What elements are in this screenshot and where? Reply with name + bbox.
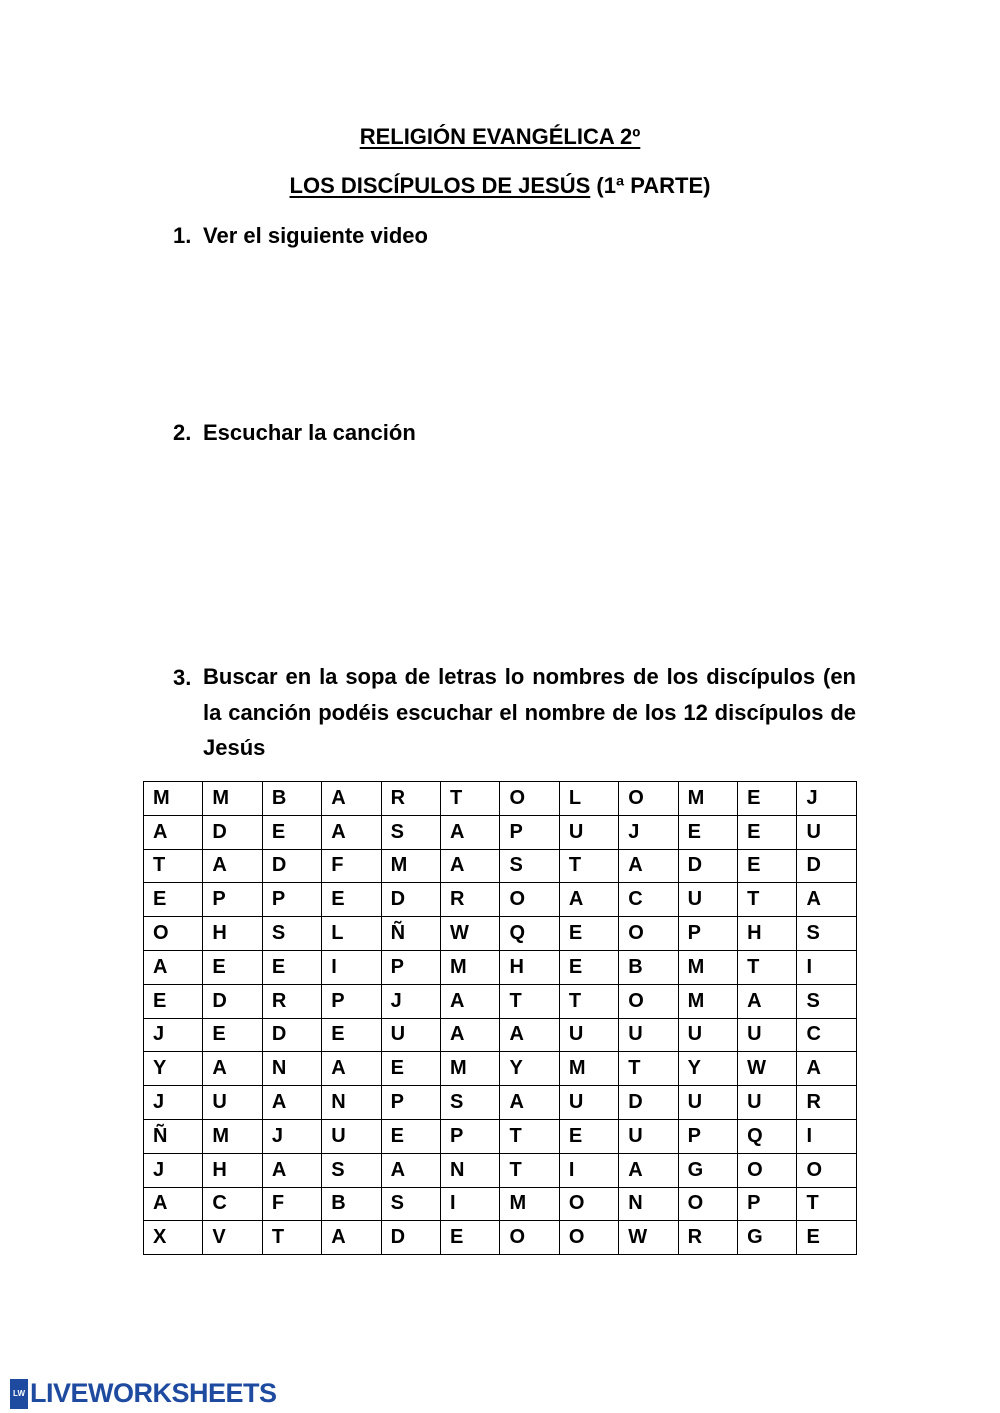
- grid-cell[interactable]: I: [559, 1153, 618, 1187]
- grid-cell[interactable]: A: [797, 1052, 857, 1086]
- grid-cell[interactable]: U: [738, 1086, 797, 1120]
- grid-cell[interactable]: F: [262, 1187, 321, 1221]
- grid-cell[interactable]: T: [262, 1221, 321, 1255]
- grid-cell[interactable]: N: [619, 1187, 678, 1221]
- grid-cell[interactable]: J: [144, 1086, 203, 1120]
- grid-cell[interactable]: Ñ: [381, 917, 440, 951]
- grid-cell[interactable]: T: [797, 1187, 857, 1221]
- grid-row: [144, 1153, 857, 1187]
- grid-cell[interactable]: I: [797, 950, 857, 984]
- grid-cell[interactable]: A: [441, 1018, 500, 1052]
- grid-cell[interactable]: J: [262, 1119, 321, 1153]
- grid-cell[interactable]: F: [322, 849, 381, 883]
- grid-cell[interactable]: P: [738, 1187, 797, 1221]
- grid-cell[interactable]: A: [322, 1221, 381, 1255]
- grid-cell[interactable]: A: [203, 849, 262, 883]
- grid-cell[interactable]: G: [738, 1221, 797, 1255]
- subtitle-rest: (1ª PARTE): [590, 173, 711, 198]
- grid-cell[interactable]: A: [500, 1086, 559, 1120]
- grid-cell[interactable]: A: [144, 950, 203, 984]
- grid-cell[interactable]: D: [262, 1018, 321, 1052]
- grid-cell[interactable]: A: [500, 1018, 559, 1052]
- grid-row: [144, 1221, 857, 1255]
- grid-cell[interactable]: I: [797, 1119, 857, 1153]
- grid-cell[interactable]: U: [678, 1018, 737, 1052]
- grid-cell[interactable]: U: [678, 1086, 737, 1120]
- grid-cell[interactable]: C: [797, 1018, 857, 1052]
- grid-cell[interactable]: D: [203, 815, 262, 849]
- grid-cell[interactable]: T: [619, 1052, 678, 1086]
- grid-cell[interactable]: E: [738, 849, 797, 883]
- grid-cell[interactable]: R: [381, 782, 440, 816]
- grid-cell[interactable]: H: [203, 917, 262, 951]
- grid-row: [144, 1187, 857, 1221]
- grid-cell[interactable]: S: [797, 984, 857, 1018]
- grid-cell[interactable]: B: [619, 950, 678, 984]
- grid-cell[interactable]: O: [678, 1187, 737, 1221]
- instruction-3: [173, 665, 856, 766]
- logo-letters: LW: [13, 1389, 25, 1398]
- grid-cell[interactable]: E: [738, 815, 797, 849]
- grid-cell[interactable]: A: [797, 883, 857, 917]
- grid-cell[interactable]: A: [322, 815, 381, 849]
- grid-cell[interactable]: T: [738, 883, 797, 917]
- grid-cell[interactable]: P: [262, 883, 321, 917]
- grid-cell[interactable]: P: [322, 984, 381, 1018]
- page-subtitle: [0, 173, 1000, 199]
- instruction-text: Ver el siguiente video: [203, 223, 428, 248]
- grid-cell[interactable]: T: [500, 1153, 559, 1187]
- grid-cell[interactable]: U: [678, 883, 737, 917]
- grid-cell[interactable]: U: [322, 1119, 381, 1153]
- grid-row: [144, 782, 857, 816]
- grid-cell[interactable]: I: [322, 950, 381, 984]
- instruction-number: 1.: [173, 223, 192, 248]
- grid-cell[interactable]: E: [738, 782, 797, 816]
- word-search-grid: [143, 781, 857, 1255]
- grid-cell[interactable]: A: [738, 984, 797, 1018]
- grid-cell[interactable]: T: [559, 984, 618, 1018]
- grid-row: [144, 1119, 857, 1153]
- title-text: RELIGIÓN EVANGÉLICA 2º: [359, 124, 641, 149]
- grid-cell[interactable]: A: [381, 1153, 440, 1187]
- grid-cell[interactable]: X: [144, 1221, 203, 1255]
- instruction-2: [173, 420, 416, 446]
- grid-cell[interactable]: W: [738, 1052, 797, 1086]
- grid-cell[interactable]: S: [441, 1086, 500, 1120]
- grid-cell[interactable]: M: [678, 984, 737, 1018]
- grid-cell[interactable]: O: [144, 917, 203, 951]
- grid-cell[interactable]: Q: [738, 1119, 797, 1153]
- grid-cell[interactable]: C: [619, 883, 678, 917]
- grid-cell[interactable]: E: [203, 950, 262, 984]
- grid-cell[interactable]: J: [619, 815, 678, 849]
- grid-cell[interactable]: M: [381, 849, 440, 883]
- grid-cell[interactable]: W: [441, 917, 500, 951]
- grid-cell[interactable]: S: [381, 1187, 440, 1221]
- grid-cell[interactable]: E: [381, 1052, 440, 1086]
- grid-cell[interactable]: Q: [500, 917, 559, 951]
- grid-cell[interactable]: P: [500, 815, 559, 849]
- grid-cell[interactable]: J: [144, 1018, 203, 1052]
- grid-row: [144, 984, 857, 1018]
- grid-cell[interactable]: E: [678, 815, 737, 849]
- grid-cell[interactable]: E: [144, 984, 203, 1018]
- grid-cell[interactable]: O: [619, 984, 678, 1018]
- grid-cell[interactable]: M: [144, 782, 203, 816]
- grid-cell[interactable]: M: [500, 1187, 559, 1221]
- grid-cell[interactable]: J: [797, 782, 857, 816]
- grid-cell[interactable]: J: [381, 984, 440, 1018]
- grid-cell[interactable]: C: [203, 1187, 262, 1221]
- grid-cell[interactable]: A: [144, 1187, 203, 1221]
- grid-cell[interactable]: Y: [678, 1052, 737, 1086]
- grid-cell[interactable]: E: [441, 1221, 500, 1255]
- grid-cell[interactable]: O: [500, 782, 559, 816]
- grid-row: [144, 883, 857, 917]
- instruction-number: 2.: [173, 420, 192, 445]
- grid-row: [144, 950, 857, 984]
- grid-cell[interactable]: T: [559, 849, 618, 883]
- liveworksheets-logo-icon: [10, 1379, 28, 1409]
- grid-cell[interactable]: W: [619, 1221, 678, 1255]
- grid-cell[interactable]: R: [678, 1221, 737, 1255]
- subtitle-underlined: LOS DISCÍPULOS DE JESÚS: [289, 173, 591, 198]
- instruction-text: Buscar en la sopa de letras lo nombres de los discípulos (en la canción podéis escuchar el nombre de los 12 discípulos de Jesús: [203, 664, 856, 760]
- grid-cell[interactable]: A: [441, 984, 500, 1018]
- grid-cell[interactable]: R: [441, 883, 500, 917]
- instruction-number: 3.: [173, 665, 192, 690]
- grid-cell[interactable]: D: [381, 883, 440, 917]
- brand-name: LIVEWORKSHEETS: [30, 1378, 277, 1408]
- grid-cell[interactable]: D: [678, 849, 737, 883]
- grid-cell[interactable]: D: [797, 849, 857, 883]
- grid-cell[interactable]: M: [441, 950, 500, 984]
- grid-cell[interactable]: S: [262, 917, 321, 951]
- grid-row: [144, 1018, 857, 1052]
- grid-cell[interactable]: N: [441, 1153, 500, 1187]
- grid-cell[interactable]: O: [797, 1153, 857, 1187]
- grid-cell[interactable]: A: [441, 815, 500, 849]
- grid-cell[interactable]: P: [203, 883, 262, 917]
- grid-cell[interactable]: A: [262, 1086, 321, 1120]
- grid-cell[interactable]: T: [500, 1119, 559, 1153]
- grid-cell[interactable]: E: [381, 1119, 440, 1153]
- grid-cell[interactable]: M: [203, 1119, 262, 1153]
- grid-cell[interactable]: A: [559, 883, 618, 917]
- grid-cell[interactable]: P: [678, 1119, 737, 1153]
- grid-cell[interactable]: A: [262, 1153, 321, 1187]
- grid-cell[interactable]: P: [678, 917, 737, 951]
- instruction-text: Escuchar la canción: [203, 420, 416, 445]
- grid-cell[interactable]: O: [500, 1221, 559, 1255]
- grid-cell[interactable]: Y: [144, 1052, 203, 1086]
- grid-cell[interactable]: M: [203, 782, 262, 816]
- grid-row: [144, 849, 857, 883]
- grid-cell[interactable]: P: [381, 1086, 440, 1120]
- grid-cell[interactable]: H: [500, 950, 559, 984]
- grid-cell[interactable]: T: [738, 950, 797, 984]
- grid-cell[interactable]: O: [619, 917, 678, 951]
- grid-cell[interactable]: L: [322, 917, 381, 951]
- grid-cell[interactable]: N: [262, 1052, 321, 1086]
- grid-cell[interactable]: U: [738, 1018, 797, 1052]
- grid-cell[interactable]: A: [619, 1153, 678, 1187]
- grid-cell[interactable]: P: [441, 1119, 500, 1153]
- grid-cell[interactable]: D: [619, 1086, 678, 1120]
- grid-cell[interactable]: S: [500, 849, 559, 883]
- grid-cell[interactable]: S: [322, 1153, 381, 1187]
- grid-cell[interactable]: O: [559, 1187, 618, 1221]
- grid-cell[interactable]: V: [203, 1221, 262, 1255]
- grid-cell[interactable]: S: [381, 815, 440, 849]
- grid-cell[interactable]: T: [441, 782, 500, 816]
- grid-cell[interactable]: R: [797, 1086, 857, 1120]
- grid-cell[interactable]: U: [559, 1018, 618, 1052]
- grid-cell[interactable]: D: [203, 984, 262, 1018]
- grid-cell[interactable]: A: [322, 782, 381, 816]
- grid-cell[interactable]: U: [559, 815, 618, 849]
- grid-cell[interactable]: M: [441, 1052, 500, 1086]
- footer-brand: [10, 1378, 277, 1409]
- grid-cell[interactable]: U: [381, 1018, 440, 1052]
- grid-cell[interactable]: E: [203, 1018, 262, 1052]
- grid-row: [144, 1052, 857, 1086]
- grid-cell[interactable]: A: [619, 849, 678, 883]
- page-title: [0, 124, 1000, 150]
- grid-cell[interactable]: P: [381, 950, 440, 984]
- grid-cell[interactable]: O: [619, 782, 678, 816]
- grid-cell[interactable]: U: [619, 1119, 678, 1153]
- grid-row: [144, 815, 857, 849]
- grid-cell[interactable]: D: [262, 849, 321, 883]
- grid-cell[interactable]: H: [203, 1153, 262, 1187]
- grid-cell[interactable]: U: [619, 1018, 678, 1052]
- grid-cell[interactable]: E: [262, 815, 321, 849]
- grid-cell[interactable]: T: [500, 984, 559, 1018]
- grid-cell[interactable]: H: [738, 917, 797, 951]
- grid-cell[interactable]: M: [678, 782, 737, 816]
- grid-cell[interactable]: G: [678, 1153, 737, 1187]
- grid-cell[interactable]: U: [203, 1086, 262, 1120]
- grid-cell[interactable]: D: [381, 1221, 440, 1255]
- grid-cell[interactable]: Y: [500, 1052, 559, 1086]
- grid-cell[interactable]: U: [797, 815, 857, 849]
- grid-cell[interactable]: J: [144, 1153, 203, 1187]
- grid-cell[interactable]: E: [559, 1119, 618, 1153]
- grid-cell[interactable]: E: [144, 883, 203, 917]
- grid-cell[interactable]: M: [559, 1052, 618, 1086]
- grid-cell[interactable]: O: [559, 1221, 618, 1255]
- grid-cell[interactable]: L: [559, 782, 618, 816]
- grid-cell[interactable]: B: [262, 782, 321, 816]
- grid-cell[interactable]: E: [322, 883, 381, 917]
- grid-cell[interactable]: E: [262, 950, 321, 984]
- grid-cell[interactable]: S: [797, 917, 857, 951]
- grid-cell[interactable]: E: [559, 950, 618, 984]
- grid-cell[interactable]: A: [322, 1052, 381, 1086]
- grid-cell[interactable]: T: [144, 849, 203, 883]
- grid-cell[interactable]: A: [144, 815, 203, 849]
- grid-cell[interactable]: E: [559, 917, 618, 951]
- grid-cell[interactable]: A: [441, 849, 500, 883]
- grid-cell[interactable]: O: [500, 883, 559, 917]
- grid-cell[interactable]: E: [322, 1018, 381, 1052]
- grid-row: [144, 917, 857, 951]
- grid-cell[interactable]: O: [738, 1153, 797, 1187]
- grid-cell[interactable]: M: [678, 950, 737, 984]
- grid-cell[interactable]: I: [441, 1187, 500, 1221]
- grid-row: [144, 1086, 857, 1120]
- grid-cell[interactable]: E: [797, 1221, 857, 1255]
- grid-cell[interactable]: A: [203, 1052, 262, 1086]
- grid-cell[interactable]: U: [559, 1086, 618, 1120]
- grid-cell[interactable]: N: [322, 1086, 381, 1120]
- grid-cell[interactable]: B: [322, 1187, 381, 1221]
- grid-cell[interactable]: Ñ: [144, 1119, 203, 1153]
- instruction-1: [173, 223, 428, 249]
- grid-cell[interactable]: R: [262, 984, 321, 1018]
